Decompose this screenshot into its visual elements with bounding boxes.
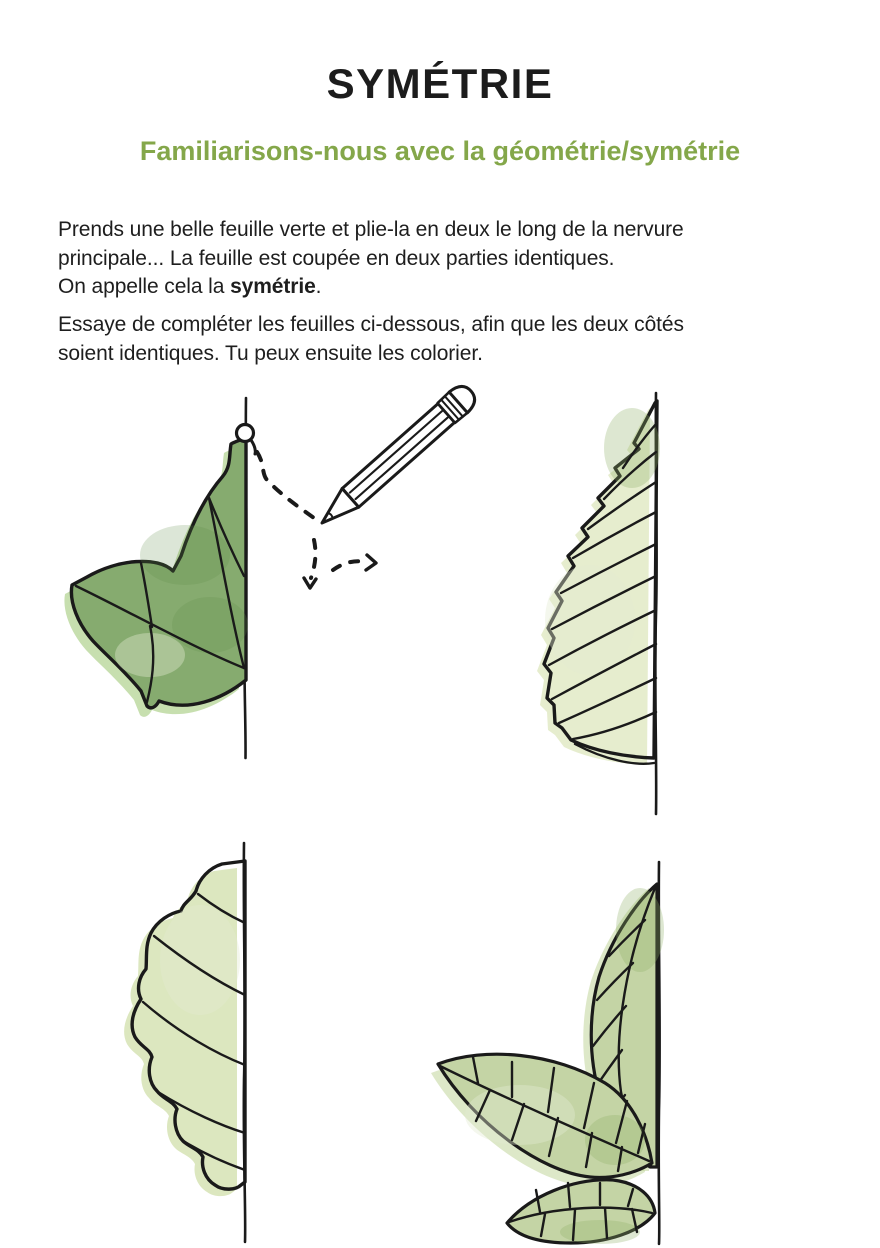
leaflet-horizontal — [438, 1054, 652, 1177]
leaf-outline — [132, 861, 245, 1189]
leaf-veins — [143, 894, 245, 1170]
page-title: SYMÉTRIE — [326, 60, 554, 107]
intro-line-2: principale... La feuille est coupée en deux parties identiques. — [58, 246, 615, 270]
dashed-arrow-right — [333, 561, 366, 570]
leaf-outline — [544, 401, 657, 758]
leaf-outline — [591, 884, 657, 1167]
leaf-outline — [438, 1054, 652, 1177]
dashed-arrow-down — [311, 540, 315, 578]
arrowhead-down — [304, 578, 316, 588]
instructions-paragraph — [58, 311, 828, 368]
pencil-icon — [313, 381, 480, 534]
dashed-curve-to-pencil — [257, 452, 314, 518]
instructions-line-2: soient identiques. Tu peux ensuite les colorier. — [58, 341, 483, 365]
fold-start-circle — [237, 425, 256, 455]
leaf-half-bottom-right — [431, 884, 664, 1244]
page-subtitle: Familiarisons-nous avec la géométrie/symétrie — [139, 136, 741, 166]
dashed-guide-arrows — [257, 452, 376, 588]
leaf-half-top-right — [537, 401, 660, 765]
instructions-line-1: Essaye de compléter les feuilles ci-dessous, afin que les deux côtés — [58, 313, 684, 336]
fold-line-top-left — [244, 398, 246, 758]
fold-line-bottom-left — [244, 843, 245, 1242]
intro-line-1: Prends une belle feuille verte et plie-la en deux le long de la nervure — [58, 218, 684, 241]
leaflet-bottom — [507, 1180, 655, 1244]
leaf-half-top-left — [64, 438, 248, 717]
fold-line-bottom-right — [659, 862, 660, 1244]
leaf-outline — [71, 438, 246, 708]
symmetry-term: symétrie — [230, 275, 316, 298]
leaflet-vertical — [591, 884, 664, 1167]
leaf-half-bottom-left — [124, 861, 245, 1196]
intro-paragraph — [58, 216, 828, 302]
fold-line-top-right — [655, 393, 656, 814]
leaf-veins — [76, 498, 244, 702]
arrowhead-right — [366, 555, 376, 570]
intro-line-3: On appelle cela la symétrie. — [58, 275, 322, 298]
leaf-veins — [549, 424, 656, 764]
leaf-outline — [507, 1180, 655, 1243]
